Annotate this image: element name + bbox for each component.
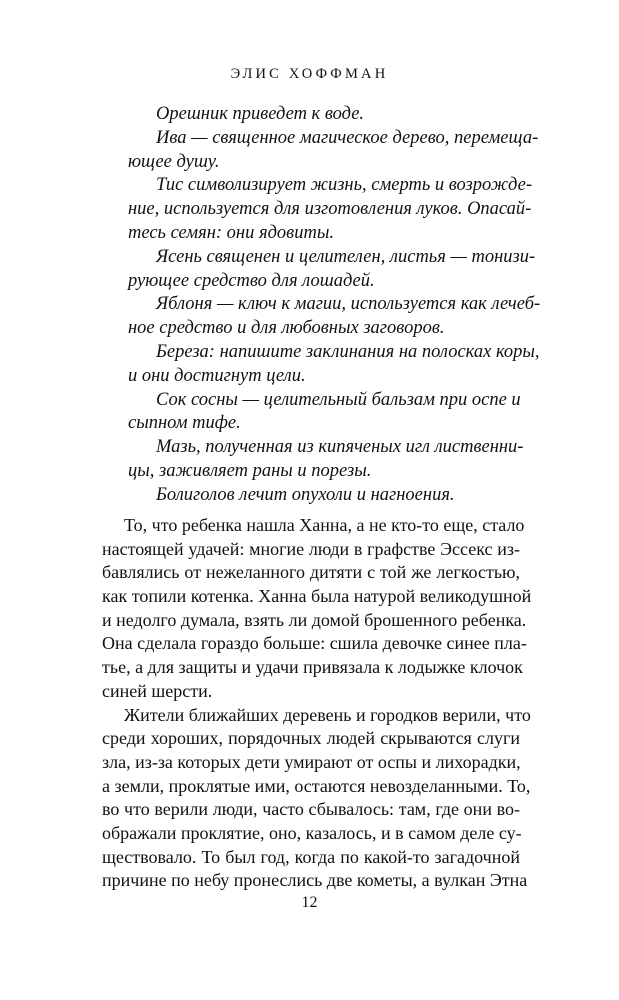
verse-line: Береза: напишите заклинания на полосках коры,	[156, 341, 540, 362]
page-number: 12	[301, 894, 318, 911]
verse-line: цы, заживляет раны и порезы.	[128, 460, 372, 481]
text-line: бавлялись от нежеланного дитяти с той же легкостью,	[102, 562, 520, 583]
text-line: как топили котенка. Ханна была натурой великодушной	[102, 586, 532, 607]
text-line: а земли, проклятые ими, остаются невозделанными. То,	[102, 775, 531, 796]
verse-line: Яблоня — ключ к магии, используется как лечеб-	[156, 294, 541, 315]
verse-line: сыпном тифе.	[128, 413, 241, 434]
text-line: ображали проклятие, оно, казалось, и в самом деле су-	[102, 822, 522, 843]
verse-line: ние, используется для изготовления луков. Опасай-	[128, 199, 532, 220]
verse-line: ное средство и для любовных заговоров.	[128, 318, 445, 339]
text-line: среди хороших, порядочных людей скрываются слуги	[102, 728, 520, 749]
verse-line: Ива — священное магическое дерево, перемеща-	[156, 127, 539, 148]
text-line: синей шерсти.	[102, 680, 213, 701]
verse-line: Ясень священен и целителен, листья — тонизи-	[156, 246, 536, 267]
text-line: тье, а для защиты и удачи привязала к лодыжке клочок	[102, 657, 523, 678]
herbal-verse-block	[128, 103, 541, 508]
verse-line: Сок сосны — целительный бальзам при оспе и	[156, 389, 521, 410]
text-line: причине по небу пронеслись две кометы, а вулкан Этна	[102, 870, 528, 891]
body-text	[102, 514, 532, 893]
text-line: Она сделала гораздо больше: сшила девочке синее пла-	[102, 633, 527, 654]
text-line: ществовало. То был год, когда по какой-то загадочной	[102, 846, 520, 867]
text-line: во что верили люди, часто сбывалось: там, где они во-	[102, 799, 520, 820]
verse-line: рующее средство для лошадей.	[128, 270, 375, 291]
text-line: То, что ребенка нашла Ханна, а не кто-то еще, стало	[124, 515, 525, 535]
verse-line: Тис символизирует жизнь, смерть и возрожде-	[156, 175, 532, 196]
verse-line: Орешник приведет к воде.	[156, 104, 365, 124]
text-line: Жители ближайших деревень и городков верили, что	[124, 704, 531, 725]
verse-line: Болиголов лечит опухоли и нагноения.	[156, 484, 455, 505]
verse-line: тесь семян: они ядовиты.	[128, 222, 334, 243]
running-header-author: ЭЛИС ХОФФМАН	[230, 66, 389, 82]
text-line: зла, из-за которых дети умирают от оспы и лихорадки,	[102, 751, 521, 772]
verse-line: и они достигнут цели.	[128, 365, 306, 386]
text-line: настоящей удачей: многие люди в графстве Эссекс из-	[102, 538, 520, 559]
verse-line: Мазь, полученная из кипяченых игл лиственни-	[156, 437, 524, 458]
verse-line: ющее душу.	[128, 151, 220, 172]
text-line: и недолго думала, взять ли домой брошенного ребенка.	[102, 609, 527, 630]
